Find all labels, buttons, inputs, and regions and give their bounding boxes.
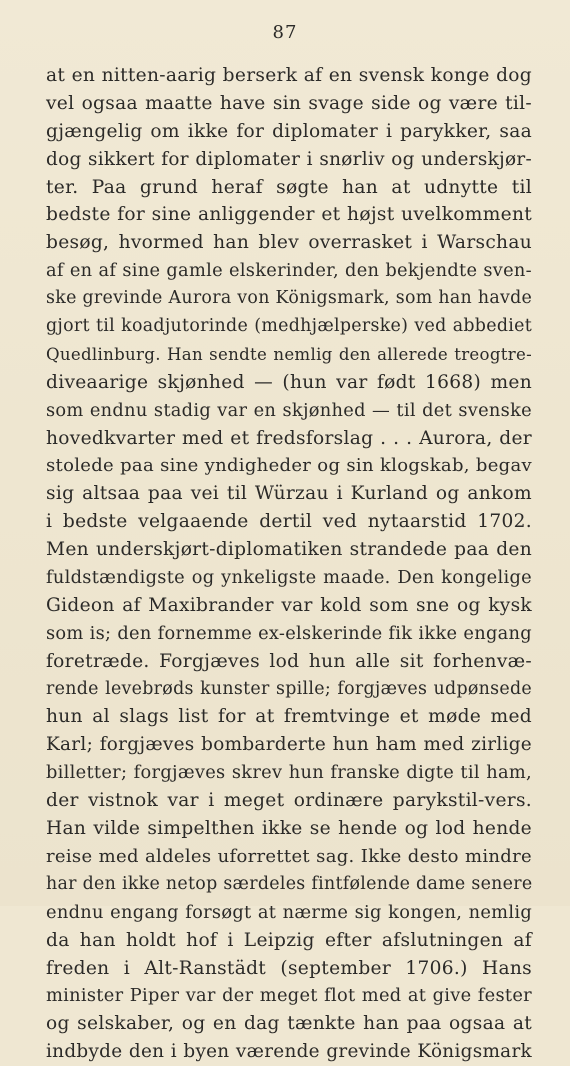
text-line: sig altsaa paa vei til Würzau i Kurland og ankom [46,483,532,505]
text-line: af en af sine gamle elskerinder, den bekjendte sven- [46,260,532,282]
text-line: har den ikke netop særdeles fintfølende dame senere [46,873,533,894]
text-line: gjort til koadjutorinde (medhjælperske) ved abbediet [46,316,532,337]
text-line: Karl; forgjæves bombarderte hun ham med zirlige [46,734,532,756]
text-line: fuldstændigste og ynkeligste maade. Den kongelige [46,567,532,589]
text-line: minister Piper var der meget flot med at give fester [46,985,532,1007]
body-text [46,62,532,1066]
text-line: i bedste velgaaende dertil ved nytaarstid 1702. [46,511,532,533]
text-line: der vistnok var i meget ordinære parykstil-vers. [46,790,532,812]
text-line: Han vilde simpelthen ikke se hende og lod hende [46,818,532,840]
text-line: stolede paa sine yndigheder og sin klogskab, begav [46,455,532,477]
text-line: ske grevinde Aurora von Königsmark, som han havde [46,288,533,309]
text-line: da han holdt hof i Leipzig efter afslutningen af [46,929,532,951]
text-line: hovedkvarter med et fredsforslag . . . Aurora, der [46,427,532,449]
text-line: Men underskjørt-diplomatiken strandede paa den [46,539,532,561]
text-line: bedste for sine anliggender et højst uvelkomment [46,204,532,226]
text-line: rende levebrøds kunster spille; forgjæves udpønsede [46,678,532,699]
text-line: vel ogsaa maatte have sin svage side og være til- [46,92,532,114]
text-line: besøg, hvormed han blev overrasket i Warschau [46,232,532,254]
text-line: Gideon af Maxibrander var kold som sne og kysk [46,594,532,616]
text-line: som is; den fornemme ex-elskerinde fik ikke engang [46,622,532,644]
text-line: og selskaber, og en dag tænkte han paa ogsaa at [46,1013,532,1035]
text-line: som endnu stadig var en skjønhed — til det svenske [46,399,532,421]
text-line: foretræde. Forgjæves lod hun alle sit forhenvæ- [46,650,532,672]
text-line: dog sikkert for diplomater i snørliv og underskjør- [46,148,532,170]
text-line: billetter; forgjæves skrev hun franske digte til ham, [46,762,532,784]
text-line: reise med aldeles uforrettet sag. Ikke desto mindre [46,845,532,867]
text-line: at en nitten-aarig berserk af en svensk konge dog [46,65,532,86]
text-line: ter. Paa grund heraf søgte han at udnytte til [46,176,532,198]
text-line: gjængelig om ikke for diplomater i parykker, saa [46,120,532,142]
page-number: 87 [272,22,298,43]
text-line: endnu engang forsøgt at nærme sig kongen, nemlig [46,901,532,923]
text-line: Quedlinburg. Han sendte nemlig den allerede treogtre- [46,344,532,364]
text-line: hun al slags list for at fremtvinge et møde med [46,706,532,728]
text-line: freden i Alt-Ranstädt (september 1706.) Hans [46,957,532,979]
text-line: indbyde den i byen værende grevinde Königsmark [46,1041,532,1063]
text-line: diveaarige skjønhed — (hun var født 1668) men [46,371,532,393]
